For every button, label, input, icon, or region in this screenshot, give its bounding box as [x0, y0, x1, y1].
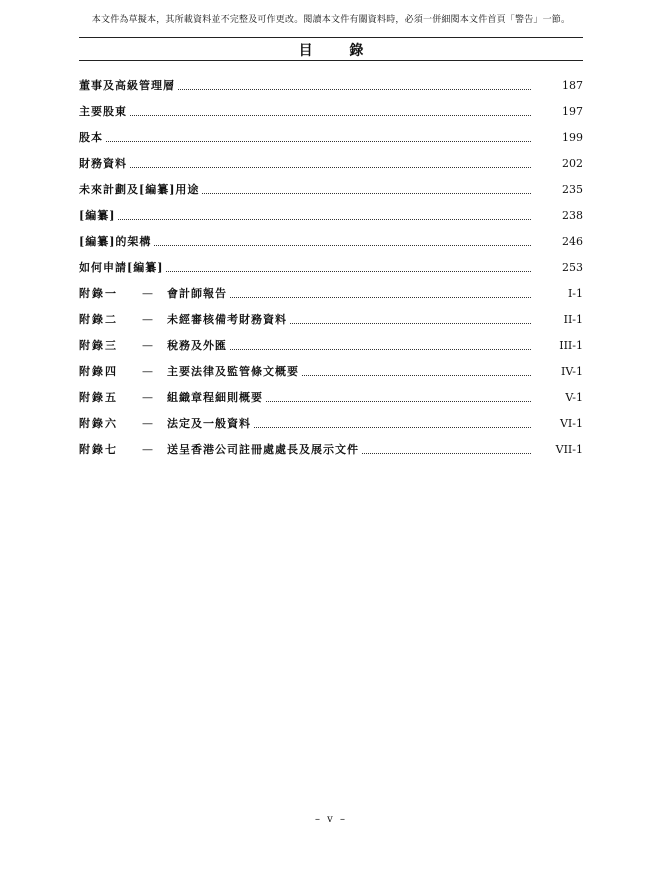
toc-appendix-entry[interactable] [79, 390, 583, 416]
appendix-title: 送呈香港公司註冊處處長及展示文件 [167, 442, 362, 458]
toc-appendix-entry[interactable] [79, 416, 583, 442]
appendix-title: 未經審核備考財務資料 [167, 312, 290, 328]
toc-appendix-entry[interactable] [79, 442, 583, 468]
appendix-number: 附錄三 [79, 339, 118, 352]
toc-entry-page: 197 [562, 105, 583, 118]
toc-entry[interactable] [79, 156, 583, 182]
appendix-number: 附錄五 [79, 391, 118, 404]
appendix-page: VII-1 [555, 443, 583, 456]
appendix-number: 附錄六 [79, 417, 118, 430]
toc-entry-label: [編纂] [79, 208, 118, 224]
toc-entry[interactable] [79, 234, 583, 260]
appendix-title: 組織章程細則概要 [167, 390, 266, 406]
appendix-title: 會計師報告 [167, 286, 230, 302]
toc-entry-label: 如何申請[編纂] [79, 260, 166, 276]
appendix-page: III-1 [559, 339, 583, 352]
dot-leader [79, 141, 531, 142]
table-of-contents [79, 78, 583, 468]
toc-entry[interactable] [79, 130, 583, 156]
toc-entry[interactable] [79, 260, 583, 286]
appendix-number: 附錄二 [79, 313, 118, 326]
dot-leader [79, 167, 531, 168]
toc-appendix-entry[interactable] [79, 338, 583, 364]
toc-entry-page: 238 [562, 209, 583, 222]
title-bottom-rule [79, 60, 583, 61]
toc-entry-page: 253 [562, 261, 583, 274]
toc-entry-label: 未來計劃及[編纂]用途 [79, 182, 202, 198]
toc-entry[interactable] [79, 104, 583, 130]
toc-entry-label: 董事及高級管理層 [79, 78, 178, 94]
toc-appendix-entry[interactable] [79, 286, 583, 312]
toc-appendix-entry[interactable] [79, 312, 583, 338]
toc-appendix-entry[interactable] [79, 364, 583, 390]
appendix-title: 稅務及外匯 [167, 338, 230, 354]
appendix-dash: — [142, 365, 153, 378]
toc-entry[interactable] [79, 182, 583, 208]
page-title: 目 錄 [298, 43, 380, 59]
toc-entry-label: [編纂]的架構 [79, 234, 154, 250]
appendix-dash: — [142, 313, 153, 326]
appendix-dash: — [142, 417, 153, 430]
appendix-dash: — [142, 391, 153, 404]
appendix-title: 主要法律及監管條文概要 [167, 364, 302, 380]
title-top-rule [79, 37, 583, 38]
appendix-page: V-1 [565, 391, 583, 404]
appendix-page: I-1 [567, 287, 583, 300]
toc-entry-page: 246 [562, 235, 583, 248]
toc-entry-label: 財務資料 [79, 156, 130, 172]
toc-entry-page: 202 [562, 157, 583, 170]
appendix-page: VI-1 [559, 417, 583, 430]
appendix-page: II-1 [563, 313, 583, 326]
toc-entry-label: 主要股東 [79, 104, 130, 120]
appendix-number: 附錄七 [79, 443, 118, 456]
appendix-number: 附錄一 [79, 287, 118, 300]
appendix-dash: — [142, 287, 153, 300]
appendix-dash: — [142, 339, 153, 352]
toc-entry[interactable] [79, 78, 583, 104]
toc-entry-label: 股本 [79, 130, 106, 146]
appendix-number: 附錄四 [79, 365, 118, 378]
appendix-page: IV-1 [561, 365, 583, 378]
toc-entry-page: 187 [562, 79, 583, 92]
dot-leader [79, 115, 531, 116]
toc-entry-page: 199 [562, 131, 583, 144]
page-number: – v – [314, 814, 347, 825]
dot-leader [79, 219, 531, 220]
appendix-title: 法定及一般資料 [167, 416, 254, 432]
toc-entry-page: 235 [562, 183, 583, 196]
appendix-dash: — [142, 443, 153, 456]
draft-disclaimer: 本文件為草擬本，其所載資料並不完整及可作更改。閱讀本文件有關資料時，必須一併細閱本文件首頁「警告」一節。 [91, 15, 571, 25]
toc-entry[interactable] [79, 208, 583, 234]
